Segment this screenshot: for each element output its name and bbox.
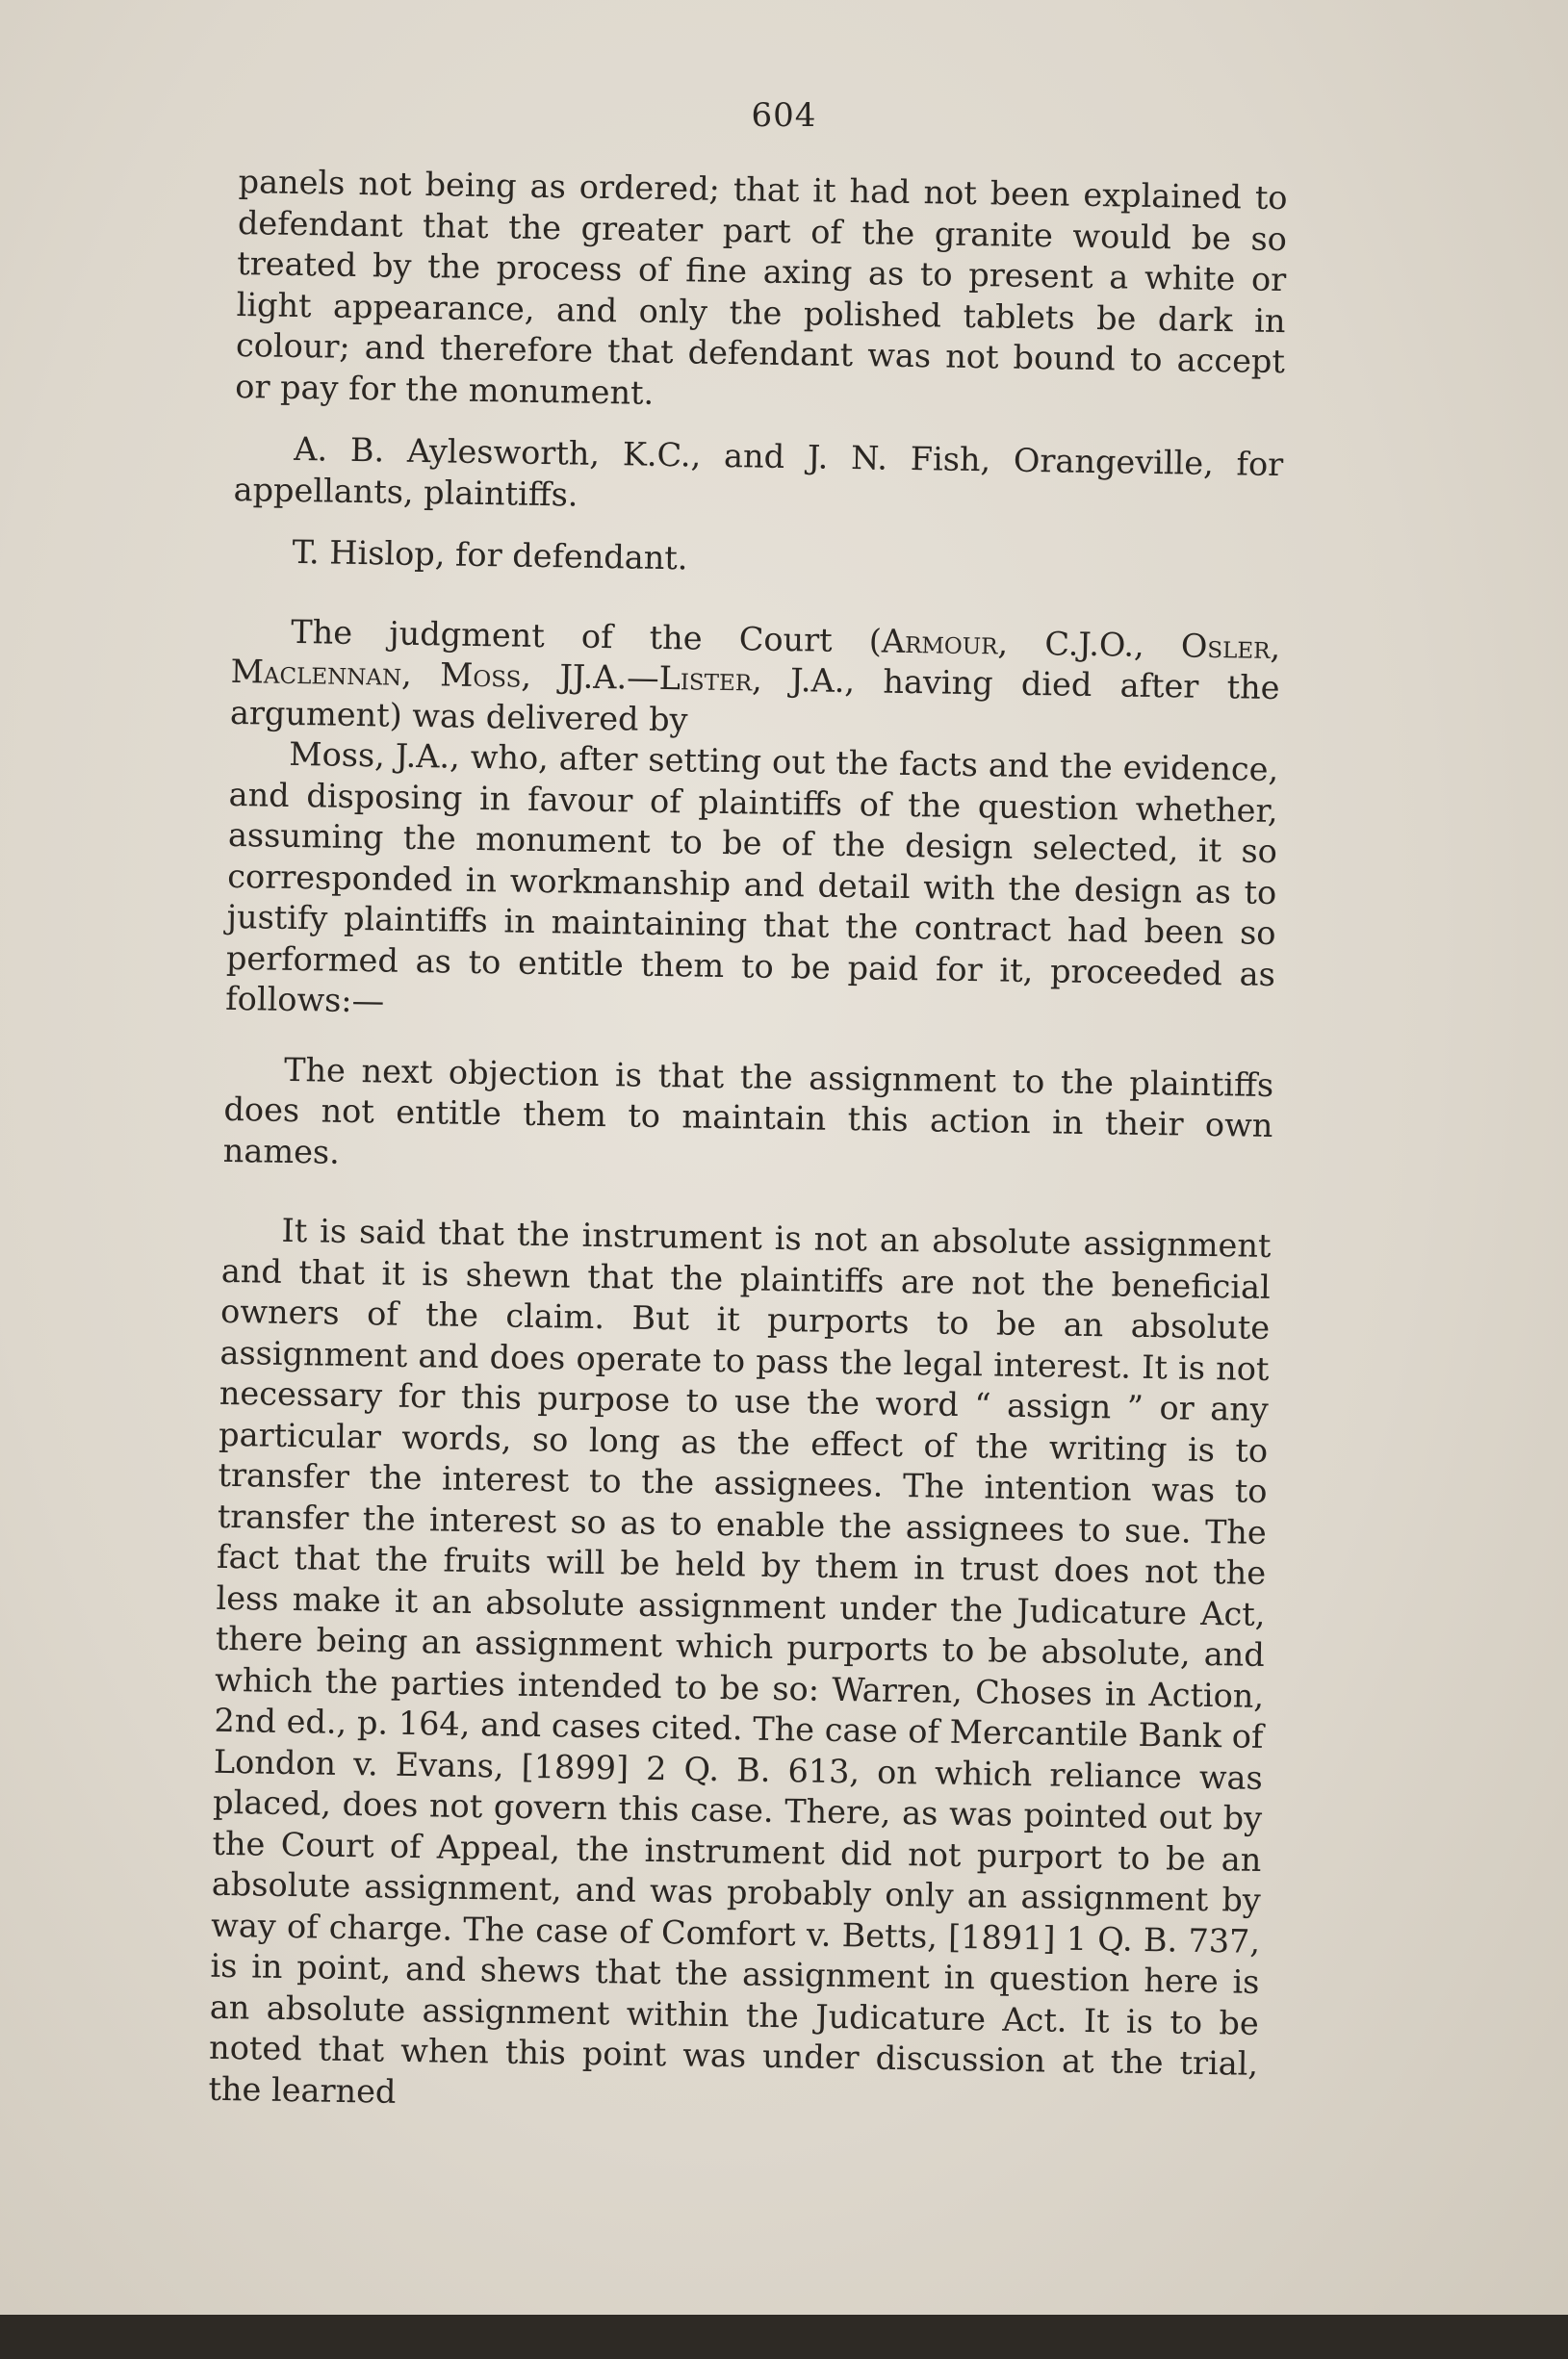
scan-edge — [0, 2315, 1568, 2359]
judgment-intro: The judgment of the Court ( — [291, 612, 883, 660]
paragraph-defendant-contention: panels not being as ordered; that it had not been explained to defendant that the greater part of the granite would be so treated by the process of fine axing as to present a white or light appearance, and only the polished tablets be dark in colour; and therefore that defendant was not bound to accept or pay for the monument. — [235, 162, 1288, 412]
judgment-judges: Armour, C.J.O., Osler, Maclennan, Moss, JJ.A.—Lister, J.A., — [230, 622, 1281, 701]
judgment-delivery: having died after the argument) was delivered by — [229, 662, 1280, 738]
paragraph-appellants-counsel: A. B. Aylesworth, K.C., and J. N. Fish, Orangeville, for appellants, plaintiffs. — [233, 429, 1284, 514]
body-text — [208, 162, 1288, 2126]
paragraph-judgment — [230, 610, 1281, 750]
paragraph-next-objection: The next objection is that the assignment to the plaintiffs does not entitle them to maintain this action in their own names. — [222, 1050, 1274, 1171]
paragraph-moss-opinion: Moss, J.A., who, after setting out the facts and the evidence, and disposing in favour of plaintiffs of the question whether, assuming the monument to be of the design selected, it so corresponded in workmanship and detail with the design as to justify plaintiffs in maintaining that the contract had been so performed as to entitle them to be paid for it, proceeded as follows:— — [225, 734, 1279, 1020]
page-number: 604 — [751, 96, 817, 135]
paragraph-assignment-discussion: It is said that the instrument is not an absolute assignment and that it is shewn that the plaintiffs are not the beneficial owners of the claim. But it purports to be an absolute assignment and does operate to pass the legal interest. It is not necessary for this purpose to use the word “ assign ” or any particular words, so long as the effect of the writing is to transfer the interest to the assignees. The intention was to transfer the interest so as to enable the assignees to sue. The fact that the fruits will be held by them in trust does not the less make it an absolute assignment under the Judicature Act, there being an assignment which purports to be absolute, and which the parties intended to be so: Warren, Choses in Action, 2nd ed., p. 164, and cases cited. The case of Mercantile Bank of London v. Evans, [1899] 2 Q. B. 613, on which reliance was placed, does not govern this case. There, as was pointed out by the Court of Appeal, the instrument did not purport to be an absolute assignment, and was probably only an assignment by way of charge. The case of Comfort v. Betts, [1891] 1 Q. B. 737, is in point, and shews that the assignment in question here is an absolute assignment within the Judicature Act. It is to be noted that when this point was under discussion at the trial, the learned — [208, 1211, 1272, 2111]
paragraph-defendant-counsel: T. Hislop, for defendant. — [292, 532, 688, 577]
